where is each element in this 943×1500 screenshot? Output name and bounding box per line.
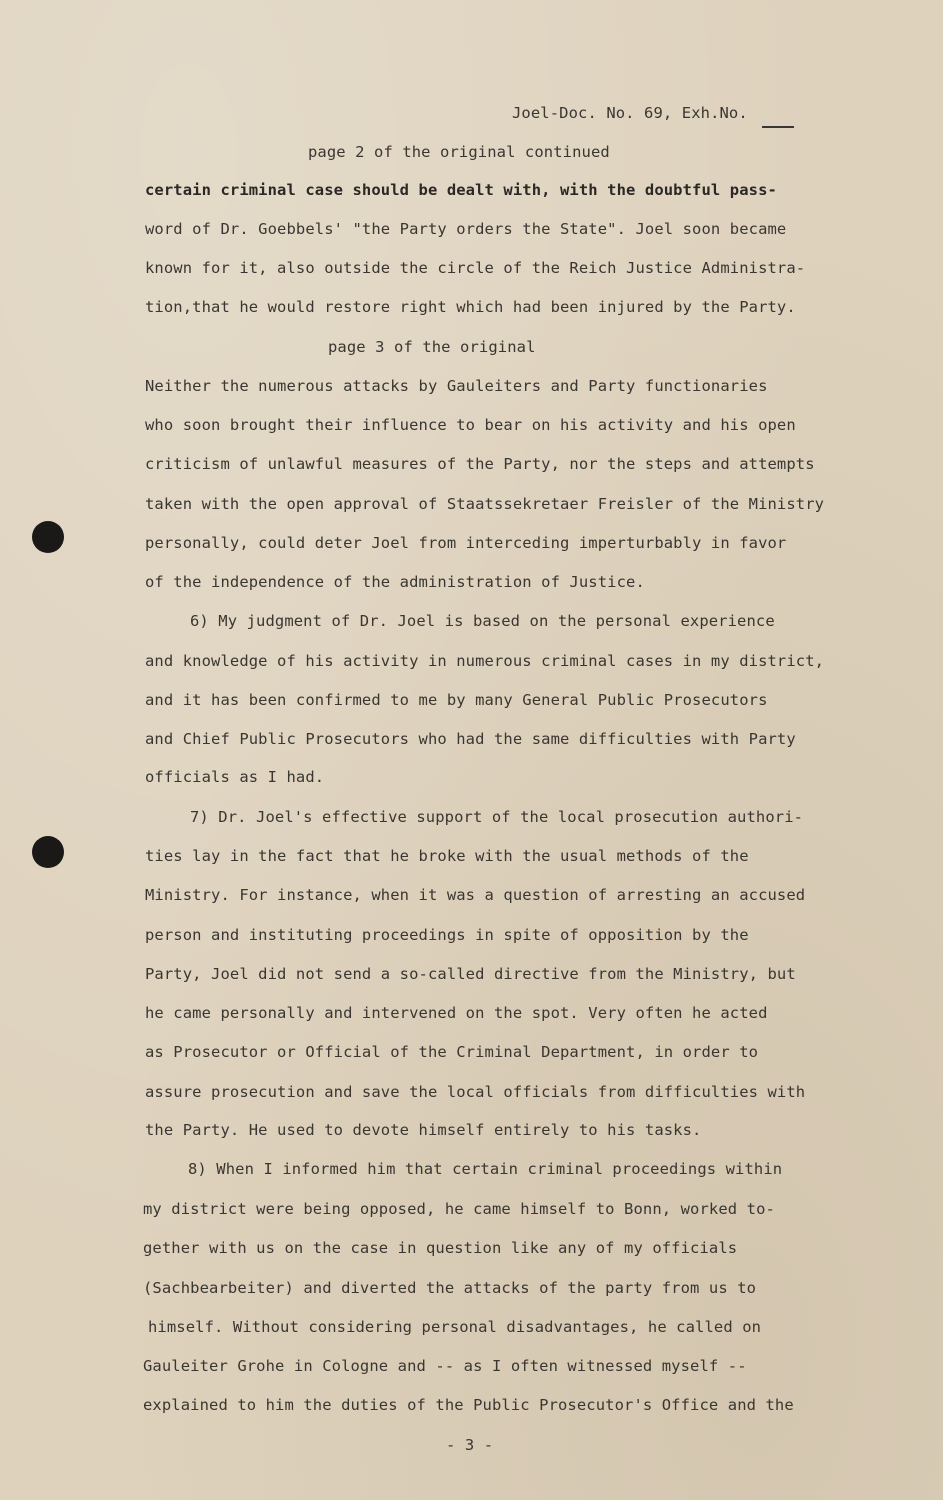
text-line: the Party. He used to devote himself entirely to his tasks. xyxy=(145,1121,702,1139)
text-line: gether with us on the case in question like any of my officials xyxy=(143,1239,738,1257)
text-line: officials as I had. xyxy=(145,768,325,786)
text-line: criticism of unlawful measures of the Party, nor the steps and attempts xyxy=(145,455,815,473)
text-line: and it has been confirmed to me by many General Public Prosecutors xyxy=(145,691,768,709)
text-line: he came personally and intervened on the spot. Very often he acted xyxy=(145,1004,768,1022)
page-note: page 3 of the original xyxy=(328,338,536,356)
exhibit-number-blank xyxy=(762,126,794,128)
punch-hole xyxy=(32,836,64,868)
text-line: 7) Dr. Joel's effective support of the local prosecution authori- xyxy=(190,808,804,826)
text-line: himself. Without considering personal disadvantages, he called on xyxy=(148,1318,762,1336)
text-line: and knowledge of his activity in numerous criminal cases in my district, xyxy=(145,652,825,670)
page-number: - 3 - xyxy=(446,1436,494,1454)
text-line: Ministry. For instance, when it was a question of arresting an accused xyxy=(145,886,806,904)
text-line: certain criminal case should be dealt with, with the doubtful pass- xyxy=(145,181,777,199)
text-line: of the independence of the administration of Justice. xyxy=(145,573,645,591)
text-line: and Chief Public Prosecutors who had the same difficulties with Party xyxy=(145,730,796,748)
text-line: known for it, also outside the circle of the Reich Justice Administra- xyxy=(145,259,806,277)
text-line: explained to him the duties of the Public Prosecutor's Office and the xyxy=(143,1396,794,1414)
text-line: who soon brought their influence to bear on his activity and his open xyxy=(145,416,796,434)
page-note-continued: page 2 of the original continued xyxy=(308,143,610,161)
text-line: Party, Joel did not send a so-called directive from the Ministry, but xyxy=(145,965,796,983)
text-line: Neither the numerous attacks by Gauleiters and Party functionaries xyxy=(145,377,768,395)
text-line: personally, could deter Joel from interceding imperturbably in favor xyxy=(145,534,787,552)
text-line: assure prosecution and save the local officials from difficulties with xyxy=(145,1083,806,1101)
text-line: my district were being opposed, he came himself to Bonn, worked to- xyxy=(143,1200,775,1218)
text-line: person and instituting proceedings in spite of opposition by the xyxy=(145,926,749,944)
text-line: 6) My judgment of Dr. Joel is based on the personal experience xyxy=(190,612,775,630)
text-line: tion,that he would restore right which had been injured by the Party. xyxy=(145,298,796,316)
punch-hole xyxy=(32,521,64,553)
doc-reference: Joel-Doc. No. 69, Exh.No. xyxy=(512,104,748,122)
text-line: Gauleiter Grohe in Cologne and -- as I often witnessed myself -- xyxy=(143,1357,747,1375)
text-line: ties lay in the fact that he broke with the usual methods of the xyxy=(145,847,749,865)
text-line: word of Dr. Goebbels' "the Party orders the State". Joel soon became xyxy=(145,220,787,238)
text-line: as Prosecutor or Official of the Criminal Department, in order to xyxy=(145,1043,759,1061)
text-line: (Sachbearbeiter) and diverted the attacks of the party from us to xyxy=(143,1279,757,1297)
text-line: taken with the open approval of Staatssekretaer Freisler of the Ministry xyxy=(145,495,825,513)
text-line: 8) When I informed him that certain criminal proceedings within xyxy=(188,1160,783,1178)
